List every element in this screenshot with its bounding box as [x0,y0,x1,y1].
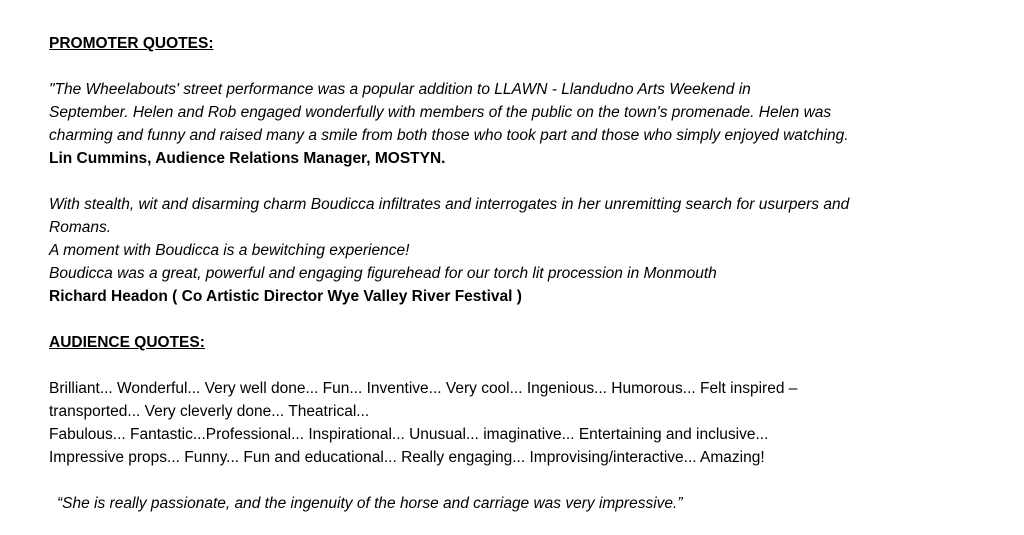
promoter-quotes-heading: PROMOTER QUOTES: [49,35,214,52]
audience-quote-line: transported... Very cleverly done... Theatrical... [49,403,370,420]
audience-quotes-heading: AUDIENCE QUOTES: [49,334,205,351]
audience-quotes-list [49,377,1014,469]
document-page [49,32,1014,515]
quote-line: charming and funny and raised many a smile from both those who took part and those who simply enjoyed watching. [49,127,849,144]
quote-attribution: Lin Cummins, Audience Relations Manager, MOSTYN. [49,150,446,167]
spacer [49,55,1014,78]
quote-line: September. Helen and Rob engaged wonderfully with members of the public on the town's promenade. Helen was [49,104,832,121]
audience-quote-line: Impressive props... Funny... Fun and educational... Really engaging... Improvising/interactive... Amazing! [49,449,765,466]
spacer [49,469,1014,492]
audience-quote-line: Brilliant... Wonderful... Very well done... Fun... Inventive... Very cool... Ingenious... Humorous... Felt inspired – [49,380,798,397]
promoter-quote-wye-valley [49,193,1014,308]
audience-featured-quote: “She is really passionate, and the ingenuity of the horse and carriage was very impressive.” [57,495,683,512]
quote-line: Boudicca was a great, powerful and engaging figurehead for our torch lit procession in Monmouth [49,265,717,282]
spacer [49,308,1014,331]
promoter-quote-mostyn [49,78,1014,170]
quote-line: A moment with Boudicca is a bewitching experience! [49,242,410,259]
quote-line: With stealth, wit and disarming charm Boudicca infiltrates and interrogates in her unremitting search for usurpers and [49,196,850,213]
spacer [49,354,1014,377]
quote-line: "The Wheelabouts' street performance was a popular addition to LLAWN - Llandudno Arts Weekend in [49,81,751,98]
spacer [49,170,1014,193]
audience-quote-line: Fabulous... Fantastic...Professional... Inspirational... Unusual... imaginative... Entertaining and inclusive... [49,426,769,443]
quote-attribution: Richard Headon ( Co Artistic Director Wye Valley River Festival ) [49,288,522,305]
quote-line: Romans. [49,219,112,236]
